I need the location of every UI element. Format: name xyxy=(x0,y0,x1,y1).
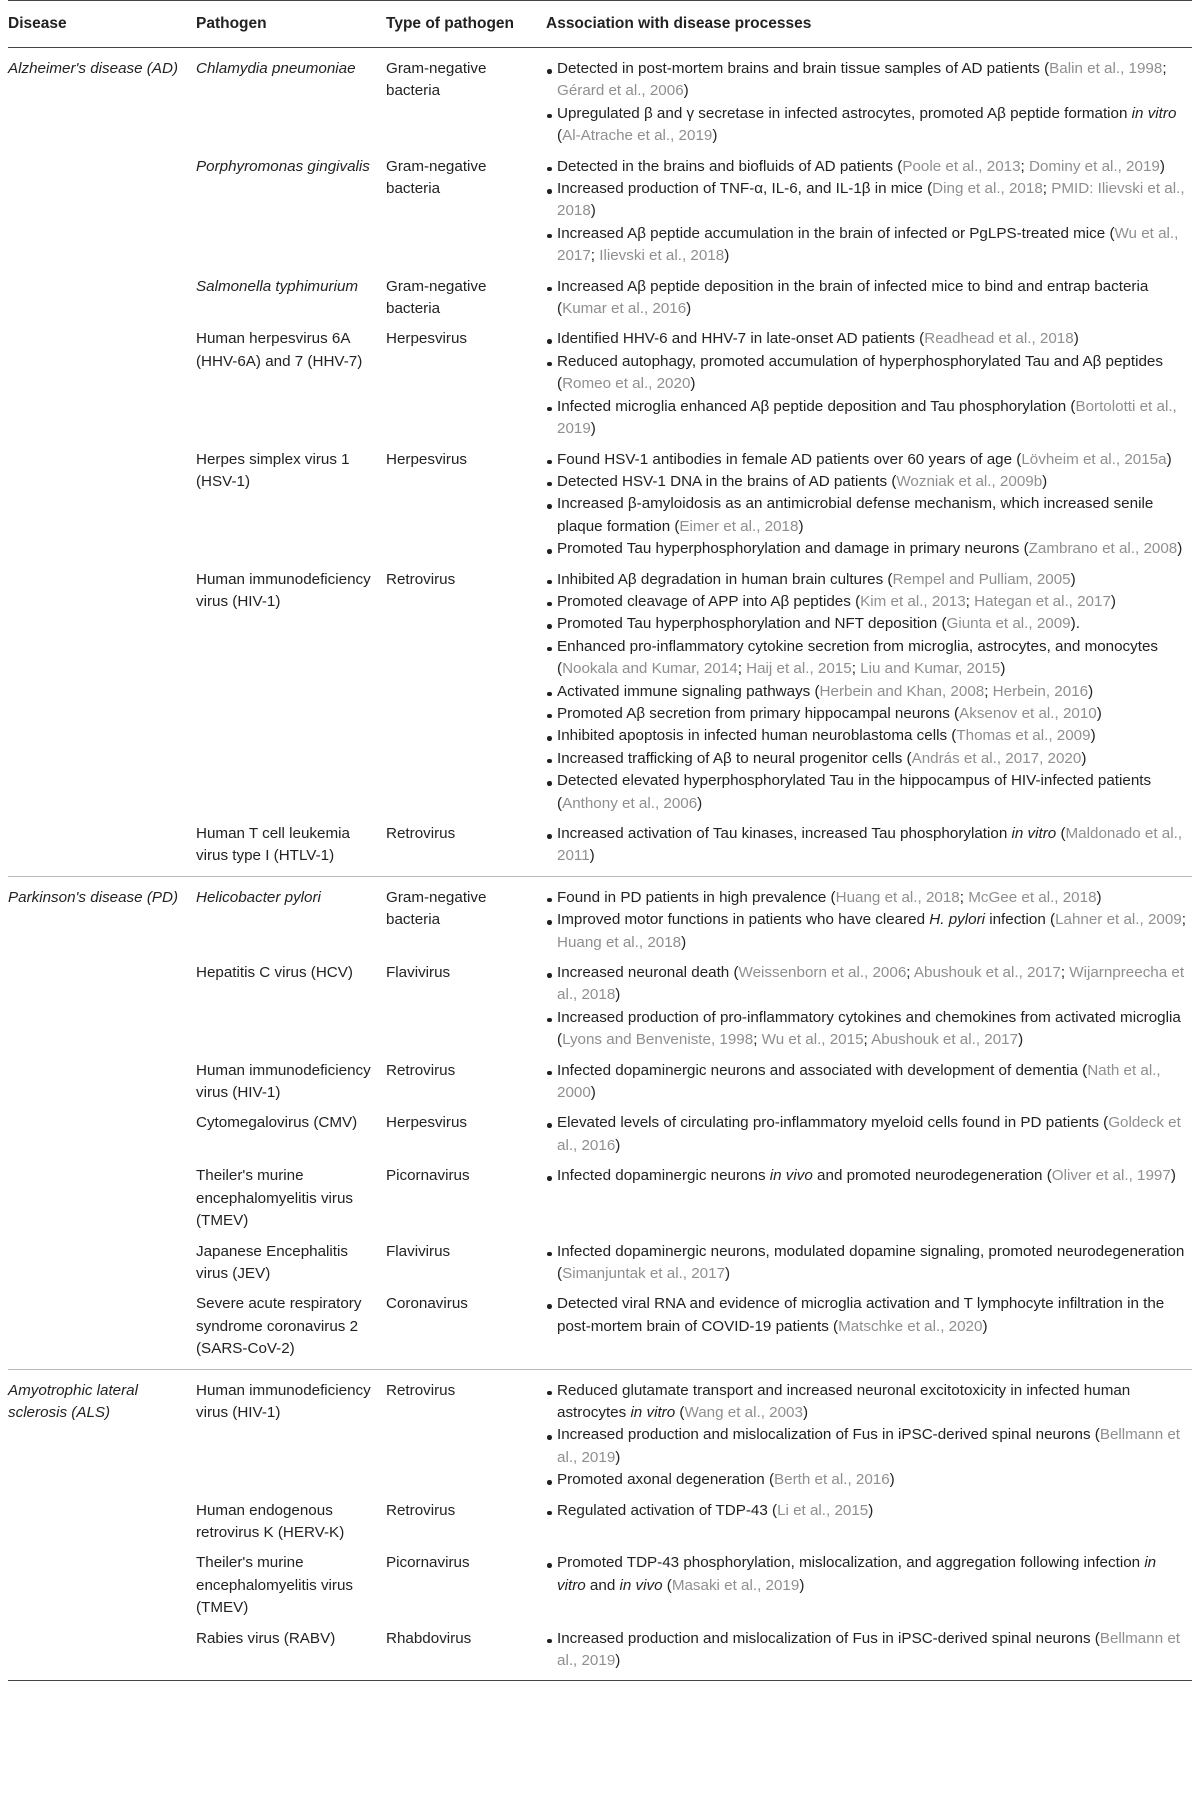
association-cell xyxy=(546,1108,1192,1161)
citation: Abushouk et al., 2017 xyxy=(871,1031,1019,1049)
table-header xyxy=(8,1,1192,48)
pathogen-cell: Human immunodeficiency virus (HIV-1) xyxy=(196,570,371,610)
association-item: Detected in the brains and biofluids of AD patients (Poole et al., 2013; Dominy et al., 2019) xyxy=(546,156,1186,178)
citation: Berth et al., 2016 xyxy=(774,1471,890,1489)
citation: Hategan et al., 2017 xyxy=(974,592,1111,610)
disease-cell xyxy=(8,1237,196,1290)
association-item: Detected viral RNA and evidence of microglia activation and T lymphocyte infiltration in the post-mortem brain of COVID-19 patients (Matschke et al., 2020) xyxy=(546,1293,1186,1338)
association-item: Inhibited Aβ degradation in human brain cultures (Rempel and Pulliam, 2005) xyxy=(546,569,1186,591)
association-list xyxy=(546,1380,1186,1492)
pathogen-type-cell: Retrovirus xyxy=(386,1061,456,1079)
citation: Lyons and Benveniste, 1998 xyxy=(562,1031,754,1049)
association-item: Increased trafficking of Aβ to neural progenitor cells (András et al., 2017, 2020) xyxy=(546,748,1186,770)
table-row xyxy=(8,48,1192,152)
association-item: Upregulated β and γ secretase in infected astrocytes, promoted Aβ peptide formation in vitro (Al-Atrache et al., 2019) xyxy=(546,103,1186,148)
pathogen-cell: Porphyromonas gingivalis xyxy=(196,157,370,175)
association-list xyxy=(546,823,1186,868)
association-list xyxy=(546,1060,1186,1105)
citation: Aksenov et al., 2010 xyxy=(959,704,1097,722)
pathogen-type-cell: Herpesvirus xyxy=(386,450,468,468)
association-text: Increased Aβ peptide deposition in the brain of infected mice to bind and entrap bacteria xyxy=(557,277,1149,295)
header-pathogen: Pathogen xyxy=(196,1,386,48)
pathogen-cell: Salmonella typhimurium xyxy=(196,277,359,295)
association-item: Promoted cleavage of APP into Aβ peptides (Kim et al., 2013; Hategan et al., 2017) xyxy=(546,591,1186,613)
association-cell xyxy=(546,445,1192,565)
association-text: Inhibited apoptosis in infected human neuroblastoma cells xyxy=(557,727,948,745)
association-list xyxy=(546,1112,1186,1157)
association-item: Detected elevated hyperphosphorylated Tau in the hippocampus of HIV-infected patients (Anthony et al., 2006) xyxy=(546,770,1186,815)
citation: Weissenborn et al., 2006 xyxy=(738,964,907,982)
citation: Matschke et al., 2020 xyxy=(838,1317,983,1335)
pathogen-cell: Theiler's murine encephalomyelitis virus (TMEV) xyxy=(196,1554,354,1617)
table-row xyxy=(8,958,1192,1056)
association-item: Enhanced pro-inflammatory cytokine secretion from microglia, astrocytes, and monocytes (Nookala and Kumar, 2014; Haij et al., 2015; Liu and Kumar, 2015) xyxy=(546,636,1186,681)
citation: Huang et al., 2018 xyxy=(557,933,682,951)
association-list xyxy=(546,449,1186,561)
citation: Nath et al., 2000 xyxy=(557,1061,1161,1102)
association-cell xyxy=(546,1056,1192,1109)
association-cell xyxy=(546,1496,1192,1549)
pathogen-type-cell: Gram-negative bacteria xyxy=(386,888,487,929)
pathogen-type-cell: Gram-negative bacteria xyxy=(386,277,487,318)
association-text: Found in PD patients in high prevalence xyxy=(557,888,827,906)
association-text: Promoted Aβ secretion from primary hippocampal neurons xyxy=(557,704,950,722)
association-text: Upregulated β and γ secretase in infected astrocytes, promoted Aβ peptide formation xyxy=(557,104,1132,122)
pathogen-cell: Japanese Encephalitis virus (JEV) xyxy=(196,1242,348,1282)
association-text: Increased production and mislocalization of Fus in iPSC-derived spinal neurons xyxy=(557,1426,1091,1444)
association-text: Enhanced pro-inflammatory cytokine secretion from microglia, astrocytes, and monocytes xyxy=(557,637,1159,655)
pathogen-cell: Rabies virus (RABV) xyxy=(196,1624,386,1681)
association-item: Elevated levels of circulating pro-inflammatory myeloid cells found in PD patients (Goldeck et al., 2016) xyxy=(546,1112,1186,1157)
association-list xyxy=(546,328,1186,440)
association-list xyxy=(546,58,1186,148)
association-text: Increased Aβ peptide accumulation in the brain of infected or PgLPS-treated mice xyxy=(557,224,1106,242)
association-text: Increased β-amyloidosis as an antimicrobial defense mechanism, which increased senile plaque formation xyxy=(557,495,1154,535)
association-text: Improved motor functions in patients who have cleared xyxy=(557,911,930,929)
pathogen-cell: Herpes simplex virus 1 (HSV-1) xyxy=(196,450,350,490)
pathogen-cell: Theiler's murine encephalomyelitis virus (TMEV) xyxy=(196,1167,354,1230)
citation: András et al., 2017, 2020 xyxy=(911,749,1082,767)
association-text: Activated immune signaling pathways xyxy=(557,682,811,700)
association-item: Promoted Tau hyperphosphorylation and damage in primary neurons (Zambrano et al., 2008) xyxy=(546,538,1186,560)
association-item: Activated immune signaling pathways (Herbein and Khan, 2008; Herbein, 2016) xyxy=(546,681,1186,703)
association-text: Reduced autophagy, promoted accumulation of hyperphosphorylated Tau and Aβ peptides xyxy=(557,352,1163,370)
citation: Maldonado et al., 2011 xyxy=(557,825,1183,865)
association-text: Detected in the brains and biofluids of AD patients xyxy=(557,157,894,175)
association-text: Infected dopaminergic neurons xyxy=(557,1167,770,1185)
association-cell xyxy=(546,1289,1192,1369)
association-text: Reduced glutamate transport and increased neuronal excitotoxicity in infected human astrocytes xyxy=(557,1381,1131,1421)
association-cell xyxy=(546,1624,1192,1681)
disease-cell: Amyotrophic lateral sclerosis (ALS) xyxy=(8,1381,138,1421)
italic-term: in vitro xyxy=(1011,825,1057,842)
association-item: Increased β-amyloidosis as an antimicrobial defense mechanism, which increased senile plaque formation (Eimer et al., 2018) xyxy=(546,493,1186,538)
citation: Lahner et al., 2009 xyxy=(1055,911,1182,929)
association-cell xyxy=(546,565,1192,819)
association-text: Increased trafficking of Aβ to neural progenitor cells xyxy=(557,749,903,767)
association-list xyxy=(546,276,1186,321)
disease-cell: Parkinson's disease (PD) xyxy=(8,888,179,906)
association-text: Increased activation of Tau kinases, increased Tau phosphorylation xyxy=(557,825,1012,842)
table-row xyxy=(8,565,1192,819)
header-association: Association with disease processes xyxy=(546,1,1192,48)
association-item: Reduced autophagy, promoted accumulation of hyperphosphorylated Tau and Aβ peptides (Romeo et al., 2020) xyxy=(546,351,1186,396)
citation: Abushouk et al., 2017 xyxy=(913,964,1061,982)
citation: Lövheim et al., 2015a xyxy=(1021,450,1167,468)
table-row xyxy=(8,1624,1192,1681)
pathogen-cell: Cytomegalovirus (CMV) xyxy=(196,1114,358,1132)
association-item: Increased activation of Tau kinases, increased Tau phosphorylation in vitro (Maldonado et al., 2011) xyxy=(546,823,1186,868)
association-text: Detected elevated hyperphosphorylated Tau in the hippocampus of HIV-infected patients xyxy=(557,772,1152,790)
disease-cell xyxy=(8,565,196,819)
citation: Herbein and Khan, 2008 xyxy=(819,682,985,700)
disease-cell xyxy=(8,272,196,325)
citation: Nookala and Kumar, 2014 xyxy=(562,660,738,678)
pathogen-type-cell: Retrovirus xyxy=(386,1501,456,1519)
disease-cell xyxy=(8,1108,196,1161)
citation: Thomas et al., 2009 xyxy=(956,727,1091,745)
citation: Dominy et al., 2019 xyxy=(1028,157,1160,175)
table-body xyxy=(8,48,1192,1681)
association-text: Promoted axonal degeneration xyxy=(557,1471,765,1489)
trailing-punctuation: . xyxy=(1075,615,1080,633)
association-item: Increased production and mislocalization of Fus in iPSC-derived spinal neurons (Bellmann et al., 2019) xyxy=(546,1628,1186,1673)
pathogen-type-cell: Herpesvirus xyxy=(386,330,468,348)
association-item: Increased production of TNF-α, IL-6, and IL-1β in mice (Ding et al., 2018; PMID: Ilievski et al., 2018) xyxy=(546,178,1186,223)
pathogen-type-cell: Retrovirus xyxy=(386,819,546,876)
citation: Kumar et al., 2016 xyxy=(562,300,687,318)
citation: Ding et al., 2018 xyxy=(932,180,1043,198)
association-text: Promoted Tau hyperphosphorylation and NFT deposition xyxy=(557,615,938,633)
association-text: Inhibited Aβ degradation in human brain cultures xyxy=(557,570,884,588)
association-text: Detected viral RNA and evidence of microglia activation and T lymphocyte infiltration in the post-mortem brain of COVID-19 patients xyxy=(557,1295,1165,1335)
italic-term: in vivo xyxy=(619,1576,663,1594)
association-text: Detected HSV-1 DNA in the brains of AD patients xyxy=(557,472,888,490)
association-text: Increased neuronal death xyxy=(557,964,730,982)
association-list xyxy=(546,1628,1186,1673)
association-text: Promoted cleavage of APP into Aβ peptides xyxy=(557,592,851,610)
pathogen-cell: Human immunodeficiency virus (HIV-1) xyxy=(196,1381,371,1421)
citation: Ilievski et al., 2018 xyxy=(599,247,725,265)
association-list xyxy=(546,887,1186,954)
disease-cell xyxy=(8,1289,196,1369)
association-text: Identified HHV-6 and HHV-7 in late-onset AD patients xyxy=(557,330,915,348)
citation: Herbein, 2016 xyxy=(992,682,1089,700)
citation: Li et al., 2015 xyxy=(777,1501,869,1519)
table-row xyxy=(8,1369,1192,1496)
association-item: Infected dopaminergic neurons and associated with development of dementia (Nath et al., 2000) xyxy=(546,1060,1186,1105)
citation: Giunta et al., 2009 xyxy=(946,615,1071,633)
association-item: Regulated activation of TDP-43 (Li et al., 2015) xyxy=(546,1500,1186,1522)
association-cell xyxy=(546,152,1192,272)
italic-term: in vitro xyxy=(557,1554,1157,1594)
citation: Rempel and Pulliam, 2005 xyxy=(892,570,1071,588)
association-cell xyxy=(546,324,1192,444)
italic-term: in vitro xyxy=(630,1403,676,1421)
pathogen-cell: Chlamydia pneumoniae xyxy=(196,60,356,77)
association-item: Promoted Tau hyperphosphorylation and NFT deposition (Giunta et al., 2009). xyxy=(546,613,1186,635)
association-text: Infected dopaminergic neurons, modulated dopamine signaling, promoted neurodegeneration xyxy=(557,1242,1185,1260)
association-item: Identified HHV-6 and HHV-7 in late-onset AD patients (Readhead et al., 2018) xyxy=(546,328,1186,350)
pathogen-cell: Human immunodeficiency virus (HIV-1) xyxy=(196,1061,371,1102)
table-row xyxy=(8,1237,1192,1290)
citation: Haij et al., 2015 xyxy=(746,660,852,678)
citation: Bellmann et al., 2019 xyxy=(557,1629,1181,1669)
citation: Readhead et al., 2018 xyxy=(924,330,1074,348)
association-text: Promoted TDP-43 phosphorylation, mislocalization, and aggregation following infection xyxy=(557,1554,1145,1572)
table-row xyxy=(8,1161,1192,1236)
association-list xyxy=(546,1500,1186,1522)
table-row xyxy=(8,1108,1192,1161)
association-text: Elevated levels of circulating pro-inflammatory myeloid cells found in PD patients xyxy=(557,1114,1099,1132)
disease-cell xyxy=(8,958,196,1056)
header-disease: Disease xyxy=(8,1,196,48)
citation: Poole et al., 2013 xyxy=(902,157,1021,175)
citation: Romeo et al., 2020 xyxy=(562,375,691,393)
association-text: Detected in post-mortem brains and brain tissue samples of AD patients xyxy=(557,60,1040,77)
citation: Zambrano et al., 2008 xyxy=(1028,540,1178,558)
table-row xyxy=(8,1548,1192,1623)
citation: Huang et al., 2018 xyxy=(835,888,960,906)
pathogen-cell: Severe acute respiratory syndrome coronavirus 2 (SARS-CoV-2) xyxy=(196,1289,386,1369)
association-list xyxy=(546,1165,1186,1187)
disease-cell xyxy=(8,152,196,272)
association-list xyxy=(546,1293,1186,1338)
citation: Wang et al., 2003 xyxy=(684,1403,803,1421)
table-row xyxy=(8,445,1192,565)
disease-cell xyxy=(8,1056,196,1109)
table-row xyxy=(8,324,1192,444)
association-list xyxy=(546,962,1186,1052)
citation: Wijarnpreecha et al., 2018 xyxy=(557,964,1185,1004)
citation: Balin et al., 1998 xyxy=(1049,60,1163,77)
disease-cell: Alzheimer's disease (AD) xyxy=(8,60,179,77)
association-text: Increased production and mislocalization of Fus in iPSC-derived spinal neurons xyxy=(557,1629,1091,1647)
association-item: Reduced glutamate transport and increased neuronal excitotoxicity in infected human astrocytes in vitro (Wang et al., 2003) xyxy=(546,1380,1186,1425)
table-row xyxy=(8,1289,1192,1369)
citation: Oliver et al., 1997 xyxy=(1051,1167,1171,1185)
pathogen-cell: Helicobacter pylori xyxy=(196,888,321,906)
pathogen-type-cell: Gram-negative bacteria xyxy=(386,60,487,100)
pathogen-type-cell: Retrovirus xyxy=(386,1381,456,1399)
citation: Bellmann et al., 2019 xyxy=(557,1426,1181,1466)
pathogen-type-cell: Flavivirus xyxy=(386,1242,451,1260)
association-text: and xyxy=(585,1576,620,1594)
pathogen-table xyxy=(8,0,1192,1681)
disease-cell xyxy=(8,1548,196,1623)
citation: Liu and Kumar, 2015 xyxy=(860,660,1001,678)
association-cell xyxy=(546,1369,1192,1496)
disease-cell xyxy=(8,324,196,444)
citation: Wu et al., 2015 xyxy=(761,1031,864,1049)
citation: Goldeck et al., 2016 xyxy=(557,1114,1181,1154)
association-item: Increased Aβ peptide deposition in the brain of infected mice to bind and entrap bacteria (Kumar et al., 2016) xyxy=(546,276,1186,321)
association-text: Infected dopaminergic neurons and associated with development of dementia xyxy=(557,1061,1078,1079)
association-item: Promoted axonal degeneration (Berth et al., 2016) xyxy=(546,1469,1186,1491)
italic-term: in vivo xyxy=(769,1167,813,1185)
citation: Wu et al., 2017 xyxy=(557,224,1179,265)
citation: Al-Atrache et al., 2019 xyxy=(562,127,713,145)
association-text: infection xyxy=(985,911,1046,929)
association-text: Infected microglia enhanced Aβ peptide deposition and Tau phosphorylation xyxy=(557,397,1067,415)
association-item: Infected dopaminergic neurons in vivo and promoted neurodegeneration (Oliver et al., 1997) xyxy=(546,1165,1186,1187)
association-list xyxy=(546,156,1186,268)
association-item: Detected in post-mortem brains and brain tissue samples of AD patients (Balin et al., 1998; Gérard et al., 2006) xyxy=(546,58,1186,103)
association-item: Increased production of pro-inflammatory cytokines and chemokines from activated microglia (Lyons and Benveniste, 1998; Wu et al., 2015; Abushouk et al., 2017) xyxy=(546,1007,1186,1052)
disease-cell xyxy=(8,1496,196,1549)
pathogen-cell: Human endogenous retrovirus K (HERV-K) xyxy=(196,1501,345,1541)
association-item: Promoted Aβ secretion from primary hippocampal neurons (Aksenov et al., 2010) xyxy=(546,703,1186,725)
table-row xyxy=(8,876,1192,958)
pathogen-type-cell: Herpesvirus xyxy=(386,1114,468,1132)
disease-cell xyxy=(8,1161,196,1236)
italic-term: H. pylori xyxy=(929,911,985,929)
association-cell xyxy=(546,819,1192,876)
pathogen-type-cell: Picornavirus xyxy=(386,1167,470,1185)
association-item: Found HSV-1 antibodies in female AD patients over 60 years of age (Lövheim et al., 2015a) xyxy=(546,449,1186,471)
association-text: Regulated activation of TDP-43 xyxy=(557,1501,768,1519)
association-text: Increased production of TNF-α, IL-6, and IL-1β in mice xyxy=(557,180,923,198)
association-cell xyxy=(546,1548,1192,1623)
association-text: Promoted Tau hyperphosphorylation and damage in primary neurons xyxy=(557,540,1020,558)
association-item: Increased production and mislocalization of Fus in iPSC-derived spinal neurons (Bellmann et al., 2019) xyxy=(546,1424,1186,1469)
header-type: Type of pathogen xyxy=(386,1,546,48)
citation: Simanjuntak et al., 2017 xyxy=(562,1264,726,1282)
association-item: Detected HSV-1 DNA in the brains of AD patients (Wozniak et al., 2009b) xyxy=(546,471,1186,493)
association-text: Increased production of pro-inflammatory cytokines and chemokines from activated microglia xyxy=(557,1008,1181,1026)
association-cell xyxy=(546,876,1192,958)
association-item: Increased neuronal death (Weissenborn et al., 2006; Abushouk et al., 2017; Wijarnpreecha et al., 2018) xyxy=(546,962,1186,1007)
association-text: and promoted neurodegeneration xyxy=(812,1167,1043,1185)
association-cell xyxy=(546,272,1192,325)
citation: McGee et al., 2018 xyxy=(968,888,1097,906)
pathogen-cell: Hepatitis C virus (HCV) xyxy=(196,964,353,982)
italic-term: in vitro xyxy=(1131,104,1177,122)
association-item: Increased Aβ peptide accumulation in the brain of infected or PgLPS-treated mice (Wu et al., 2017; Ilievski et al., 2018) xyxy=(546,223,1186,268)
table-row xyxy=(8,272,1192,325)
association-cell xyxy=(546,958,1192,1056)
citation: Kim et al., 2013 xyxy=(860,592,966,610)
association-item: Promoted TDP-43 phosphorylation, mislocalization, and aggregation following infection in vitro and in vivo (Masaki et al., 2019) xyxy=(546,1552,1186,1597)
citation: Masaki et al., 2019 xyxy=(671,1576,800,1594)
association-item: Improved motor functions in patients who have cleared H. pylori infection (Lahner et al., 2009; Huang et al., 2018) xyxy=(546,909,1186,954)
table-row xyxy=(8,1496,1192,1549)
association-list xyxy=(546,1552,1186,1597)
disease-cell xyxy=(8,1624,196,1681)
association-item: Infected dopaminergic neurons, modulated dopamine signaling, promoted neurodegeneration (Simanjuntak et al., 2017) xyxy=(546,1241,1186,1286)
citation: Anthony et al., 2006 xyxy=(562,794,698,812)
association-text: Found HSV-1 antibodies in female AD patients over 60 years of age xyxy=(557,450,1013,468)
citation: Bortolotti et al., 2019 xyxy=(557,397,1177,438)
association-item: Inhibited apoptosis in infected human neuroblastoma cells (Thomas et al., 2009) xyxy=(546,725,1186,747)
pathogen-type-cell: Coronavirus xyxy=(386,1289,546,1369)
association-list xyxy=(546,569,1186,815)
pathogen-cell: Human herpesvirus 6A (HHV-6A) and 7 (HHV-7) xyxy=(196,330,363,370)
association-list xyxy=(546,1241,1186,1286)
pathogen-type-cell: Retrovirus xyxy=(386,570,456,588)
association-cell xyxy=(546,1237,1192,1290)
pathogen-type-cell: Rhabdovirus xyxy=(386,1624,546,1681)
table-row xyxy=(8,1056,1192,1109)
citation: Gérard et al., 2006 xyxy=(557,82,684,100)
association-item: Found in PD patients in high prevalence (Huang et al., 2018; McGee et al., 2018) xyxy=(546,887,1186,909)
table-row xyxy=(8,152,1192,272)
disease-cell xyxy=(8,819,196,876)
disease-cell xyxy=(8,445,196,565)
pathogen-cell: Human T cell leukemia virus type I (HTLV-1) xyxy=(196,819,386,876)
association-cell xyxy=(546,48,1192,152)
citation: PMID: Ilievski et al., 2018 xyxy=(557,180,1185,220)
pathogen-type-cell: Picornavirus xyxy=(386,1554,470,1572)
pathogen-type-cell: Flavivirus xyxy=(386,964,451,982)
citation: Eimer et al., 2018 xyxy=(679,517,799,535)
association-item: Infected microglia enhanced Aβ peptide deposition and Tau phosphorylation (Bortolotti et al., 2019) xyxy=(546,396,1186,441)
pathogen-type-cell: Gram-negative bacteria xyxy=(386,157,487,198)
association-cell xyxy=(546,1161,1192,1236)
table-row xyxy=(8,819,1192,876)
citation: Wozniak et al., 2009b xyxy=(896,472,1043,490)
